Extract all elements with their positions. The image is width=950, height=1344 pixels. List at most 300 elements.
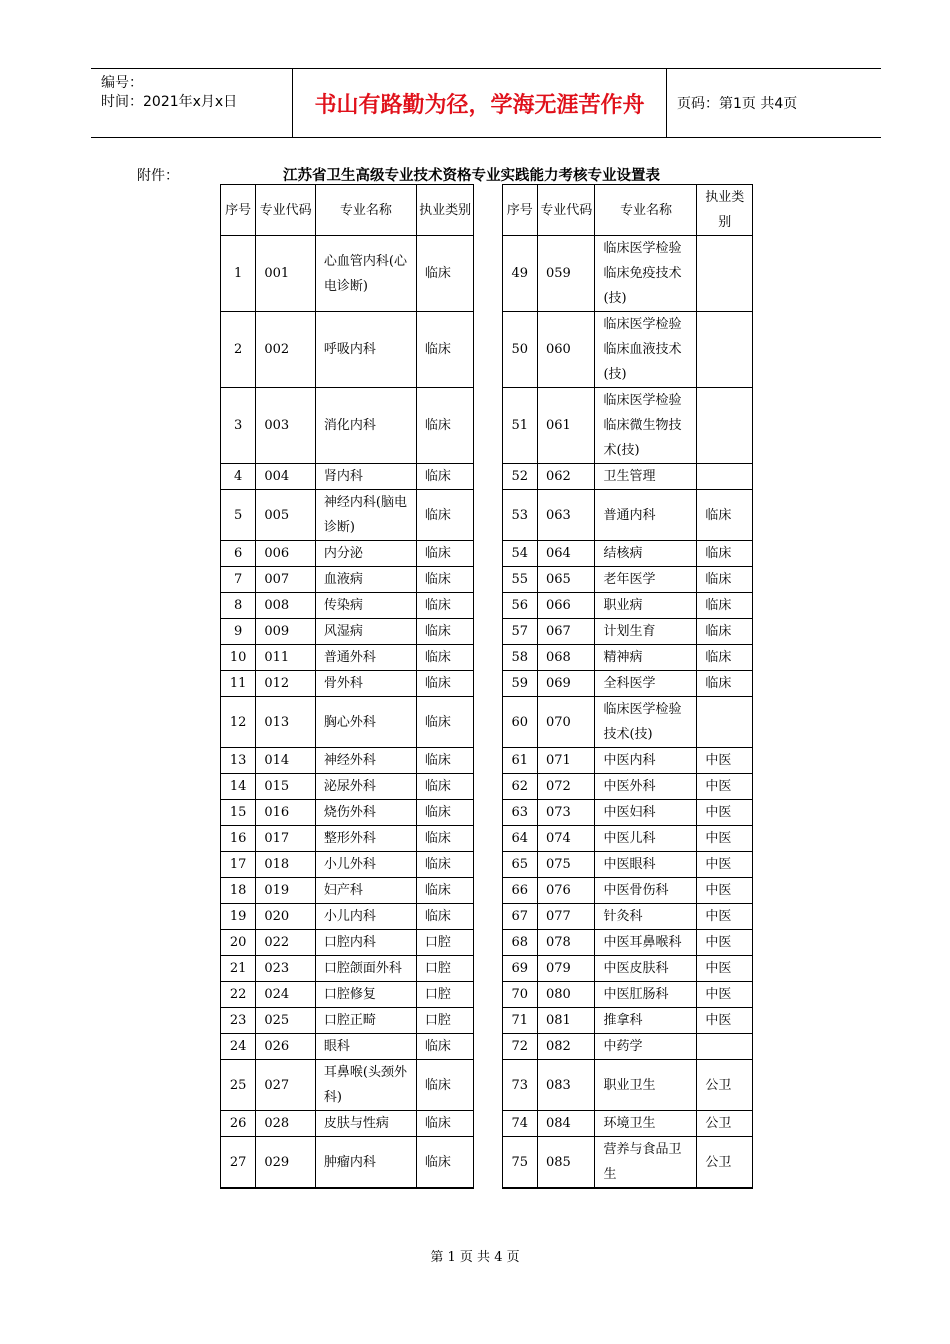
code-cell: 023: [256, 956, 316, 982]
seq-cell: 25: [221, 1060, 256, 1111]
seq-cell: 5: [221, 490, 256, 541]
table-row: [221, 236, 753, 312]
code-cell: 020: [256, 904, 316, 930]
code-cell: 084: [537, 1111, 595, 1137]
empty-cell: [595, 1188, 697, 1189]
seq-cell: 64: [502, 826, 537, 852]
category-cell: 中医: [697, 982, 753, 1008]
table-row: [221, 490, 753, 541]
name-cell: 耳鼻喉(头颈外科): [315, 1060, 416, 1111]
category-cell: 口腔: [416, 1008, 474, 1034]
code-cell: 061: [537, 388, 595, 464]
category-cell: 中医: [697, 826, 753, 852]
code-cell: 085: [537, 1137, 595, 1188]
code-cell: 013: [256, 697, 316, 748]
name-cell: 中医儿科: [595, 826, 697, 852]
name-cell: 骨外科: [315, 671, 416, 697]
code-cell: 011: [256, 645, 316, 671]
category-cell: 临床: [416, 464, 474, 490]
column-separator: [474, 185, 502, 236]
attachment-label: 附件：: [137, 168, 179, 184]
category-cell: 临床: [416, 541, 474, 567]
table-row: [221, 1111, 753, 1137]
name-cell: 小儿外科: [315, 852, 416, 878]
seq-cell: 70: [502, 982, 537, 1008]
seq-cell: 62: [502, 774, 537, 800]
category-cell: 临床: [416, 236, 474, 312]
seq-cell: 61: [502, 748, 537, 774]
empty-cell: [537, 1188, 595, 1189]
category-cell: 临床: [416, 593, 474, 619]
code-cell: 060: [537, 312, 595, 388]
category-cell: 中医: [697, 800, 753, 826]
category-cell: 临床: [416, 619, 474, 645]
category-cell: 临床: [697, 593, 753, 619]
category-cell: 口腔: [416, 956, 474, 982]
seq-cell: 14: [221, 774, 256, 800]
name-cell: 内分泌: [315, 541, 416, 567]
category-cell: 临床: [416, 800, 474, 826]
empty-cell: [315, 1188, 416, 1189]
name-cell: 呼吸内科: [315, 312, 416, 388]
name-cell: 心血管内科(心电诊断): [315, 236, 416, 312]
code-cell: 063: [537, 490, 595, 541]
category-cell: 临床: [697, 541, 753, 567]
column-separator: [474, 671, 502, 697]
code-cell: 019: [256, 878, 316, 904]
name-cell: 神经外科: [315, 748, 416, 774]
seq-cell: 58: [502, 645, 537, 671]
category-cell: 临床: [416, 878, 474, 904]
table-row: [221, 697, 753, 748]
seq-cell: 52: [502, 464, 537, 490]
category-cell: 口腔: [416, 930, 474, 956]
table-row: [221, 593, 753, 619]
seq-cell: 65: [502, 852, 537, 878]
table-row: [221, 1034, 753, 1060]
header-code: 专业代码: [256, 185, 316, 236]
category-cell: 临床: [416, 388, 474, 464]
code-cell: 067: [537, 619, 595, 645]
name-cell: 肾内科: [315, 464, 416, 490]
seq-cell: 74: [502, 1111, 537, 1137]
seq-cell: 51: [502, 388, 537, 464]
table-row: [221, 904, 753, 930]
column-separator: [474, 645, 502, 671]
category-cell: 临床: [416, 490, 474, 541]
name-cell: 中医眼科: [595, 852, 697, 878]
category-cell: 临床: [416, 645, 474, 671]
name-cell: 中医皮肤科: [595, 956, 697, 982]
name-cell: 普通外科: [315, 645, 416, 671]
code-cell: 083: [537, 1060, 595, 1111]
code-cell: 026: [256, 1034, 316, 1060]
name-cell: 口腔内科: [315, 930, 416, 956]
code-cell: 082: [537, 1034, 595, 1060]
table-row: [221, 852, 753, 878]
name-cell: 皮肤与性病: [315, 1111, 416, 1137]
header-category: 执业类别: [416, 185, 474, 236]
name-cell: 血液病: [315, 567, 416, 593]
table-row: [221, 800, 753, 826]
seq-cell: 24: [221, 1034, 256, 1060]
header-meta: [91, 69, 293, 137]
category-cell: [697, 1034, 753, 1060]
column-separator: [474, 619, 502, 645]
code-cell: 072: [537, 774, 595, 800]
table-row: [221, 1060, 753, 1111]
document-header: [91, 68, 881, 138]
column-separator: [474, 826, 502, 852]
code-cell: 066: [537, 593, 595, 619]
code-cell: 080: [537, 982, 595, 1008]
code-cell: 071: [537, 748, 595, 774]
seq-cell: 2: [221, 312, 256, 388]
seq-cell: 26: [221, 1111, 256, 1137]
seq-cell: 60: [502, 697, 537, 748]
category-cell: 中医: [697, 852, 753, 878]
name-cell: 胸心外科: [315, 697, 416, 748]
name-cell: 推拿科: [595, 1008, 697, 1034]
number-label: 编号：: [101, 75, 143, 91]
seq-cell: 10: [221, 645, 256, 671]
code-cell: 012: [256, 671, 316, 697]
table-row: [221, 567, 753, 593]
column-separator: [474, 541, 502, 567]
category-cell: 临床: [416, 671, 474, 697]
seq-cell: 55: [502, 567, 537, 593]
name-cell: 中医耳鼻喉科: [595, 930, 697, 956]
code-cell: 025: [256, 1008, 316, 1034]
header-seq: 序号: [221, 185, 256, 236]
seq-cell: 53: [502, 490, 537, 541]
category-cell: 临床: [416, 904, 474, 930]
header-motto: 书山有路勤为径，学海无涯苦作舟: [293, 69, 667, 137]
category-cell: [697, 464, 753, 490]
code-cell: 022: [256, 930, 316, 956]
name-cell: 临床医学检验临床血液技术(技): [595, 312, 697, 388]
category-cell: 中医: [697, 1008, 753, 1034]
seq-cell: 11: [221, 671, 256, 697]
seq-cell: 19: [221, 904, 256, 930]
code-cell: 005: [256, 490, 316, 541]
name-cell: 中医骨伤科: [595, 878, 697, 904]
category-cell: 临床: [416, 852, 474, 878]
name-cell: 普通内科: [595, 490, 697, 541]
code-cell: 077: [537, 904, 595, 930]
category-cell: 中医: [697, 956, 753, 982]
name-cell: 针灸科: [595, 904, 697, 930]
page-footer: 第 1 页 共 4 页: [430, 1250, 520, 1265]
table-row: [221, 541, 753, 567]
seq-cell: 13: [221, 748, 256, 774]
header-name: 专业名称: [315, 185, 416, 236]
seq-cell: 12: [221, 697, 256, 748]
code-cell: 068: [537, 645, 595, 671]
name-cell: 口腔颌面外科: [315, 956, 416, 982]
category-cell: 临床: [416, 748, 474, 774]
header-category: 执业类别: [697, 185, 753, 236]
code-cell: 074: [537, 826, 595, 852]
name-cell: 风湿病: [315, 619, 416, 645]
name-cell: 小儿内科: [315, 904, 416, 930]
category-cell: 临床: [697, 567, 753, 593]
name-cell: 结核病: [595, 541, 697, 567]
seq-cell: 54: [502, 541, 537, 567]
name-cell: 整形外科: [315, 826, 416, 852]
header-page-info: 页码：第1页 共4页: [677, 96, 798, 112]
code-cell: 076: [537, 878, 595, 904]
name-cell: 口腔修复: [315, 982, 416, 1008]
seq-cell: 63: [502, 800, 537, 826]
code-cell: 017: [256, 826, 316, 852]
table-row: [221, 956, 753, 982]
column-separator: [474, 1060, 502, 1111]
category-cell: [697, 236, 753, 312]
category-cell: 中医: [697, 878, 753, 904]
seq-cell: 8: [221, 593, 256, 619]
column-separator: [474, 567, 502, 593]
table-row-spacer: [221, 1188, 753, 1189]
column-separator: [474, 774, 502, 800]
table-row: [221, 671, 753, 697]
name-cell: 口腔正畸: [315, 1008, 416, 1034]
page-title: 江苏省卫生高级专业技术资格专业实践能力考核专业设置表: [283, 167, 660, 184]
column-separator: [474, 464, 502, 490]
name-cell: 临床医学检验技术(技): [595, 697, 697, 748]
column-separator: [474, 878, 502, 904]
column-separator: [474, 236, 502, 312]
code-cell: 078: [537, 930, 595, 956]
seq-cell: 6: [221, 541, 256, 567]
name-cell: 中医内科: [595, 748, 697, 774]
name-cell: 烧伤外科: [315, 800, 416, 826]
empty-cell: [697, 1188, 753, 1189]
category-cell: [697, 388, 753, 464]
table-row: [221, 748, 753, 774]
name-cell: 泌尿外科: [315, 774, 416, 800]
seq-cell: 23: [221, 1008, 256, 1034]
code-cell: 075: [537, 852, 595, 878]
seq-cell: 49: [502, 236, 537, 312]
name-cell: 神经内科(脑电诊断): [315, 490, 416, 541]
seq-cell: 57: [502, 619, 537, 645]
column-separator: [474, 1034, 502, 1060]
category-cell: 临床: [697, 671, 753, 697]
column-separator: [474, 930, 502, 956]
seq-cell: 7: [221, 567, 256, 593]
category-cell: 中医: [697, 904, 753, 930]
code-cell: 024: [256, 982, 316, 1008]
code-cell: 070: [537, 697, 595, 748]
empty-cell: [221, 1188, 256, 1189]
code-cell: 029: [256, 1137, 316, 1188]
seq-cell: 75: [502, 1137, 537, 1188]
category-cell: 临床: [416, 312, 474, 388]
category-cell: 临床: [416, 1111, 474, 1137]
seq-cell: 3: [221, 388, 256, 464]
name-cell: 中药学: [595, 1034, 697, 1060]
table-row: [221, 826, 753, 852]
category-cell: 口腔: [416, 982, 474, 1008]
seq-cell: 15: [221, 800, 256, 826]
empty-cell: [416, 1188, 474, 1189]
code-cell: 065: [537, 567, 595, 593]
table-row: [221, 619, 753, 645]
name-cell: 临床医学检验临床微生物技术(技): [595, 388, 697, 464]
name-cell: 肿瘤内科: [315, 1137, 416, 1188]
seq-cell: 69: [502, 956, 537, 982]
name-cell: 妇产科: [315, 878, 416, 904]
specialty-table: [220, 184, 753, 1189]
seq-cell: 18: [221, 878, 256, 904]
code-cell: 001: [256, 236, 316, 312]
name-cell: 中医妇科: [595, 800, 697, 826]
column-separator: [474, 982, 502, 1008]
category-cell: 中医: [697, 774, 753, 800]
column-separator: [474, 748, 502, 774]
code-cell: 007: [256, 567, 316, 593]
name-cell: 职业病: [595, 593, 697, 619]
column-separator: [474, 1111, 502, 1137]
name-cell: 营养与食品卫生: [595, 1137, 697, 1188]
column-separator: [474, 697, 502, 748]
category-cell: 临床: [416, 826, 474, 852]
code-cell: 004: [256, 464, 316, 490]
category-cell: [697, 697, 753, 748]
seq-cell: 50: [502, 312, 537, 388]
name-cell: 卫生管理: [595, 464, 697, 490]
category-cell: 中医: [697, 748, 753, 774]
column-separator: [474, 852, 502, 878]
code-cell: 027: [256, 1060, 316, 1111]
column-separator: [474, 490, 502, 541]
seq-cell: 56: [502, 593, 537, 619]
table-row: [221, 982, 753, 1008]
code-cell: 064: [537, 541, 595, 567]
code-cell: 009: [256, 619, 316, 645]
category-cell: 临床: [416, 1137, 474, 1188]
table-row: [221, 645, 753, 671]
table-header-row: [221, 185, 753, 236]
seq-cell: 20: [221, 930, 256, 956]
table-row: [221, 1137, 753, 1188]
seq-cell: 71: [502, 1008, 537, 1034]
column-separator: [474, 1008, 502, 1034]
code-cell: 008: [256, 593, 316, 619]
category-cell: 临床: [697, 490, 753, 541]
name-cell: 消化内科: [315, 388, 416, 464]
code-cell: 062: [537, 464, 595, 490]
code-cell: 079: [537, 956, 595, 982]
table-row: [221, 312, 753, 388]
header-code: 专业代码: [537, 185, 595, 236]
code-cell: 006: [256, 541, 316, 567]
seq-cell: 68: [502, 930, 537, 956]
column-separator: [474, 956, 502, 982]
seq-cell: 9: [221, 619, 256, 645]
seq-cell: 72: [502, 1034, 537, 1060]
code-cell: 069: [537, 671, 595, 697]
code-cell: 014: [256, 748, 316, 774]
name-cell: 中医外科: [595, 774, 697, 800]
code-cell: 002: [256, 312, 316, 388]
seq-cell: 22: [221, 982, 256, 1008]
table-row: [221, 930, 753, 956]
category-cell: 临床: [416, 567, 474, 593]
category-cell: 临床: [697, 619, 753, 645]
seq-cell: 4: [221, 464, 256, 490]
header-name: 专业名称: [595, 185, 697, 236]
code-cell: 059: [537, 236, 595, 312]
seq-cell: 59: [502, 671, 537, 697]
seq-cell: 73: [502, 1060, 537, 1111]
time-label: 时间：2021年x月x日: [101, 94, 238, 110]
name-cell: 职业卫生: [595, 1060, 697, 1111]
seq-cell: 66: [502, 878, 537, 904]
table-row: [221, 388, 753, 464]
category-cell: 公卫: [697, 1111, 753, 1137]
seq-cell: 27: [221, 1137, 256, 1188]
name-cell: 临床医学检验临床免疫技术(技): [595, 236, 697, 312]
code-cell: 073: [537, 800, 595, 826]
name-cell: 老年医学: [595, 567, 697, 593]
code-cell: 028: [256, 1111, 316, 1137]
category-cell: 临床: [697, 645, 753, 671]
column-separator: [474, 593, 502, 619]
table-row: [221, 464, 753, 490]
code-cell: 015: [256, 774, 316, 800]
table-row: [221, 878, 753, 904]
column-separator: [474, 1137, 502, 1188]
category-cell: [697, 312, 753, 388]
table-row: [221, 1008, 753, 1034]
column-separator: [474, 312, 502, 388]
table-row: [221, 774, 753, 800]
name-cell: 计划生育: [595, 619, 697, 645]
column-separator: [474, 1188, 502, 1189]
seq-cell: 1: [221, 236, 256, 312]
header-seq: 序号: [502, 185, 537, 236]
category-cell: 临床: [416, 697, 474, 748]
seq-cell: 16: [221, 826, 256, 852]
empty-cell: [502, 1188, 537, 1189]
category-cell: 中医: [697, 930, 753, 956]
name-cell: 传染病: [315, 593, 416, 619]
code-cell: 016: [256, 800, 316, 826]
column-separator: [474, 904, 502, 930]
category-cell: 临床: [416, 1060, 474, 1111]
name-cell: 眼科: [315, 1034, 416, 1060]
seq-cell: 67: [502, 904, 537, 930]
seq-cell: 21: [221, 956, 256, 982]
name-cell: 全科医学: [595, 671, 697, 697]
name-cell: 中医肛肠科: [595, 982, 697, 1008]
code-cell: 081: [537, 1008, 595, 1034]
category-cell: 公卫: [697, 1060, 753, 1111]
category-cell: 临床: [416, 1034, 474, 1060]
category-cell: 公卫: [697, 1137, 753, 1188]
seq-cell: 17: [221, 852, 256, 878]
code-cell: 003: [256, 388, 316, 464]
empty-cell: [256, 1188, 316, 1189]
name-cell: 精神病: [595, 645, 697, 671]
code-cell: 018: [256, 852, 316, 878]
column-separator: [474, 800, 502, 826]
category-cell: 临床: [416, 774, 474, 800]
column-separator: [474, 388, 502, 464]
name-cell: 环境卫生: [595, 1111, 697, 1137]
